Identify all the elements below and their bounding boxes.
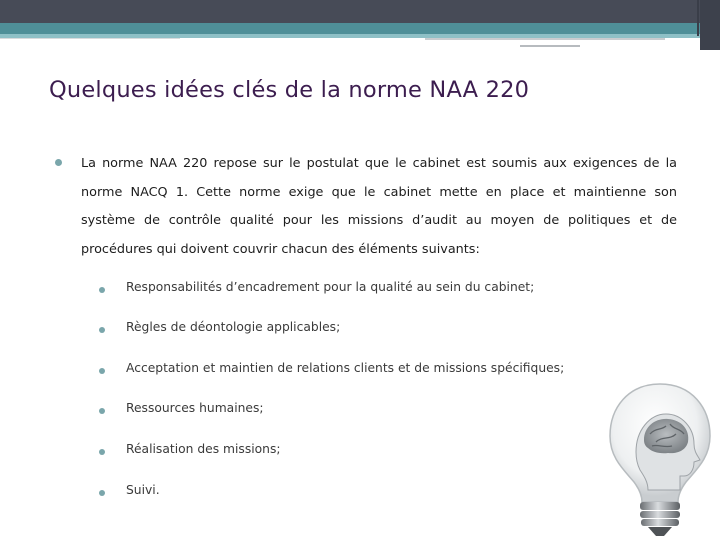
intro-paragraph: La norme NAA 220 repose sur le postulat que le cabinet est soumis aux exigences de la norme NACQ 1. Cette norme exige que le cabinet mette en place et maintienne son système de contrôle qualité pour les missions d’audit au moyen de politiques et de procédures qui doivent couvrir chacun des éléments suivants: xyxy=(81,156,677,257)
header-accent-line xyxy=(697,0,699,36)
bullet-icon xyxy=(99,449,105,455)
list-item-text: Réalisation des missions; xyxy=(126,442,281,456)
bullet-icon xyxy=(99,327,105,333)
list-item-text: Ressources humaines; xyxy=(126,401,264,415)
header-bar-teal xyxy=(0,23,720,34)
header-bar-dark xyxy=(0,0,720,23)
bullet-icon xyxy=(55,159,62,166)
divider-line xyxy=(425,38,665,40)
bullet-icon xyxy=(99,368,105,374)
list-item-text: Règles de déontologie applicables; xyxy=(126,320,341,334)
slide-title: Quelques idées clés de la norme NAA 220 xyxy=(49,77,530,103)
list-item-text: Suivi. xyxy=(126,483,160,497)
lightbulb-brain-icon xyxy=(600,378,720,540)
bullet-icon xyxy=(99,490,105,496)
list-item-text: Acceptation et maintien de relations clients et de missions spécifiques; xyxy=(126,361,565,375)
bullet-icon xyxy=(99,287,105,293)
list-item-text: Responsabilités d’encadrement pour la qualité au sein du cabinet; xyxy=(126,280,535,294)
bullet-icon xyxy=(99,408,105,414)
header-accent-block xyxy=(700,0,720,50)
divider-line xyxy=(520,45,580,47)
divider-line xyxy=(0,38,180,39)
